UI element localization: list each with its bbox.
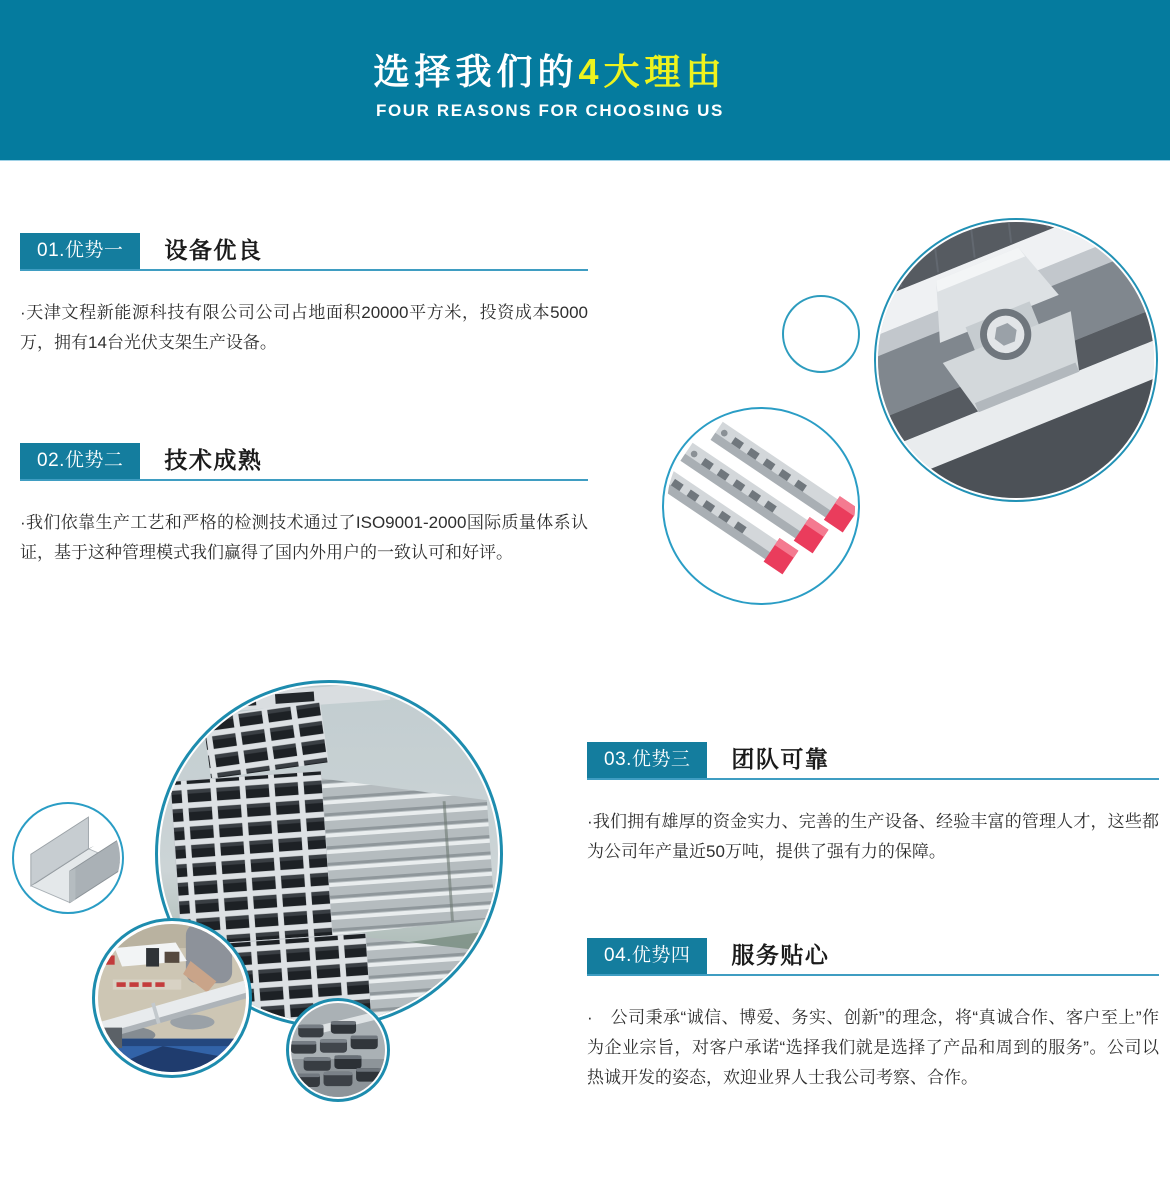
page-title <box>0 51 1100 93</box>
advantage-section-4 <box>587 938 1159 1093</box>
advantage-title: 设备优良 <box>164 237 263 263</box>
advantage-label: 01.优势一 <box>20 233 140 269</box>
bundles-photo-circle <box>286 998 390 1102</box>
advantage-header <box>587 938 1159 976</box>
advantage-title: 技术成熟 <box>164 447 263 473</box>
header-band <box>0 0 1170 161</box>
advantage-label: 04.优势四 <box>587 938 707 974</box>
angle-bars-photo-circle <box>662 407 860 605</box>
u-channel-photo-circle <box>12 802 124 914</box>
advantage-section-1 <box>20 233 588 358</box>
advantage-description: ·天津文程新能源科技有限公司公司占地面积20000平方米，投资成本5000万，拥有14台光伏支架生产设备。 <box>20 303 588 352</box>
advantage-description: ·我们依靠生产工艺和严格的检测技术通过了ISO9001-2000国际质量体系认证，基于这种管理模式我们赢得了国内外用户的一致认可和好评。 <box>20 513 588 562</box>
advantage-title: 团队可靠 <box>731 746 830 772</box>
advantage-header <box>587 742 1159 780</box>
advantage-section-2 <box>20 443 588 568</box>
page-title-highlight: 4大理由 <box>578 51 727 92</box>
advantage-section-3 <box>587 742 1159 867</box>
header-content <box>0 51 1100 121</box>
machine-photo-circle <box>92 918 252 1078</box>
advantage-label: 03.优势三 <box>587 742 707 778</box>
page-title-main: 选择我们的 <box>373 51 579 92</box>
advantage-label: 02.优势二 <box>20 443 140 479</box>
advantage-header <box>20 443 588 481</box>
page-subtitle: FOUR REASONS FOR CHOOSING US <box>376 101 724 120</box>
solar-clamp-photo-circle <box>874 218 1158 502</box>
advantage-description: ·我们拥有雄厚的资金实力、完善的生产设备、经验丰富的管理人才，这些都为公司年产量近50万吨，提供了强有力的保障。 <box>587 812 1159 861</box>
advantage-title: 服务贴心 <box>731 942 830 968</box>
advantage-description: · 公司秉承“诚信、博爱、务实、创新”的理念，将“真诚合作、客户至上”作为企业宗旨，对客户承诺“选择我们就是选择了产品和周到的服务”。公司以热诚开发的姿态，欢迎业界人士我公司考察、合作。 <box>587 1008 1159 1087</box>
advantage-header <box>20 233 588 271</box>
decorative-outline-circle <box>782 295 860 373</box>
